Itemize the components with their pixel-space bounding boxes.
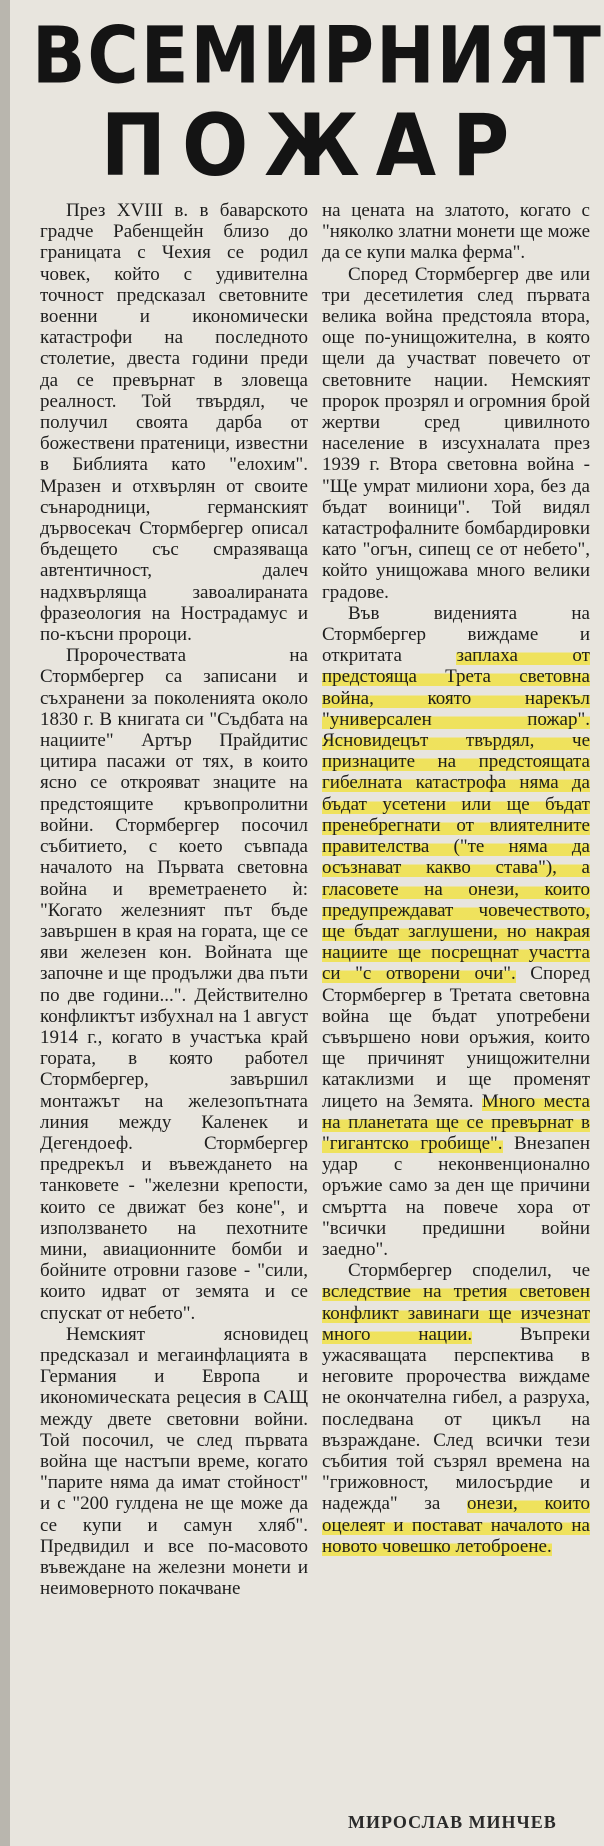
highlighted-text: заплаха от предстояща Трета световна война, която нарекъл "универсален пожар". Ясновидецът твърдял, че признаците на предстоящата гибелната катастрофа няма да бъдат усетени или ще бъдат пренебрегнати от влиятелните правителства ("те няма да осъзнават какво става"), а гласовете на онези, които предупреждават човечеството, ще бъдат заглушени, но накрая нациите ще посрещнат участта си "с отворени очи". (322, 645, 590, 985)
right-paragraph-4 (322, 1260, 590, 1557)
right-column (322, 200, 590, 1557)
paragraph-text: Във виденията на Стормбергер виждаме и откритата (322, 602, 590, 667)
right-paragraph-3 (322, 603, 590, 1260)
paragraph-text: Според Стормбергер в Третата световна война ще бъдат употребени съвършено нови оръжия, които ще причинят унищожителни катаклизми и ще променят лицето на Земята. (322, 963, 590, 1112)
headline-line-1: ВСЕМИРНИЯТ (32, 9, 603, 102)
left-paragraph-2: Пророчествата на Стормбергер са записани и съхранени за поколенията около 1830 г. В книгата си "Съдбата на нациите" Артър Прайдитис цитира пасажи от тях, в които ясно се открояват знаците на предстоящите кръвопролитни войни. Стормбергер посочил събитието, с което съвпада началото на Първата световна война и времетраенето ѝ: "Когато железният път бъде завършен в края на гората, ще се яви железен кон. Войната ще започне и ще продължи два пъти по две години...". Действително конфликтът избухнал на 1 август 1914 г., когато в участъка край гората, в която работел Стормбергер, завършил монтажът на железопътната линия между Каленек и Дегендоеф. Стормбергер предрекъл и въвеждането на танковете - "железни крепости, които се движат без коне", и използването на пехотните мини, авиационните бомби и бойните отровни газове - "сили, които идват от земята и се спускат от небето". (40, 645, 308, 1324)
right-paragraph-1: на цената на златото, когато с "няколко златни монети ще може да се купи малка ферма". (322, 200, 591, 264)
left-column (40, 200, 308, 1599)
paragraph-text: Стормбергер споделил, че (348, 1260, 590, 1282)
left-paragraph-1: През XVIII в. в баварското градче Рабенщейн близо до границата с Чехия се родил човек, който с удивителна точност предсказал световните военни и икономически катастрофи на последното столетие, двеста години преди да се превърнат в зловеща реалност. Той твърдял, че получил своята дарба от божествени пратеници, известни в Библията като "елохим". Мразен и отхвърлян от своите сънародници, германският дървосекач Стормбергер описал бъдещето със смразяваща автентичност, далеч надхвърляща завоалираната фразеология на Нострадамус и по-късни пророци. (40, 200, 308, 646)
right-paragraph-2: Според Стормбергер две или три десетилетия след първата велика война предстояла втора, още по-унищожителна, в която щели да участват повечето от световните нации. Немският пророк прозрял и огромния брой жертви сред цивилното население в изсухналата през 1939 г. Втора световна война - "Ще умрат милиони хора, без да бъдат воиници". Той видял катастрофалните бомбардировки като "огън, сипещ се от небето", който унищожава много велики градове. (322, 263, 590, 603)
headline-line-2: ПОЖАР (100, 96, 526, 196)
highlighted-text: онези, които оцелеят и постават началото на новото човешко летоброене. (322, 1493, 590, 1557)
highlighted-text: Много места на планетата ще се превърнат в "гигантско гробище". (322, 1090, 590, 1154)
author-byline: МИРОСЛАВ МИНЧЕВ (348, 1812, 557, 1832)
paragraph-text: Внезапен удар с неконвенционално оръжие само за ден ще причини смъртта на повече хора от "всички предишни войни заедно". (322, 1132, 591, 1260)
paragraph-text: Въпреки ужасяващата перспектива в неговите пророчества виждаме не окончателна гибел, а разруха, последвана от цикъл на възраждане. След всички тези събития той съзрял времена на "грижовност, милосърдие и надежда" за (322, 1323, 590, 1515)
left-paragraph-3: Немският ясновидец предсказал и мегаинфлацията в Германия и Европа и икономическата рецесия в САЩ между двете световни войни. Той посочил, че след първата война ще настъпи време, когато "парите няма да имат стойност" и с "200 гулдена не ще може да се купи и самун хляб". Предвидил и все по-масовото въвеждане на железни монети и неимоверното покачване (40, 1323, 308, 1600)
highlighted-text: вследствие на третия световен конфликт завинаги ще изчезнат много нации. (322, 1281, 590, 1345)
